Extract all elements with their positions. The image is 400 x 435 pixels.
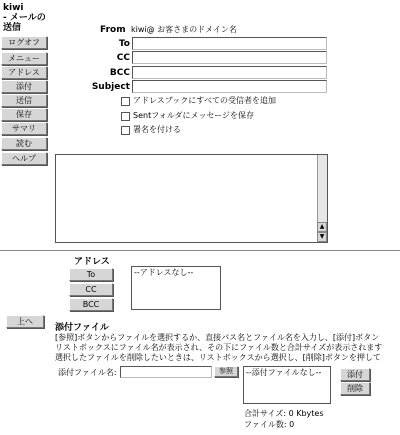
attach-listbox[interactable]: --添付ファイルなし--	[243, 366, 331, 404]
help-button[interactable]: ヘルプ	[1, 152, 47, 165]
address-cc-button[interactable]: CC	[69, 283, 113, 296]
signature-checkbox[interactable]	[121, 126, 130, 135]
to-input[interactable]	[132, 37, 327, 50]
menu-button[interactable]: メニュー	[1, 52, 47, 65]
summary-button[interactable]: サマリ	[1, 122, 47, 135]
send-button[interactable]: 送信	[1, 94, 47, 107]
attach-desc-3: 選択したファイルを削除したいときは、リストボックスから選択し、[削除]ボタンを押して	[55, 353, 381, 362]
attach-desc-1: [参照]ボタンからファイルを選択するか、直接パス名とファイル名を入力し、[添付]ボタン	[55, 333, 380, 342]
bcc-input[interactable]	[132, 66, 327, 79]
total-size: 合計サイズ: 0 Kbytes	[244, 409, 324, 418]
attach-file-label: 添付ファイル名:	[58, 368, 117, 377]
from-label: From	[100, 25, 126, 35]
scroll-down-icon[interactable]: ▼	[317, 232, 327, 242]
address-bcc-button[interactable]: BCC	[69, 298, 113, 311]
attach-button[interactable]: 添付	[340, 368, 370, 381]
address-button[interactable]: アドレス	[1, 66, 47, 79]
save-sent-label: Sentフォルダにメッセージを保存	[133, 111, 255, 120]
logoff-button[interactable]: ログオフ	[1, 36, 47, 49]
bcc-label: BCC	[109, 68, 130, 78]
save-sent-checkbox[interactable]	[121, 112, 130, 121]
cc-input[interactable]	[132, 51, 327, 64]
scroll-up-icon[interactable]: ▲	[317, 222, 327, 232]
subject-label: Subject	[91, 82, 130, 92]
subject-input[interactable]	[132, 80, 327, 93]
address-section-title: アドレス	[74, 257, 110, 267]
message-body[interactable]	[55, 154, 328, 243]
browse-button[interactable]: 参照	[214, 366, 238, 377]
save-button[interactable]: 保存	[1, 108, 47, 121]
add-to-addressbook-checkbox[interactable]	[121, 97, 130, 106]
attach-file-input[interactable]	[120, 366, 212, 378]
address-listbox[interactable]: --アドレスなし--	[131, 266, 221, 310]
from-value: kiwi@ お客さまのドメイン名	[131, 25, 237, 34]
attach-desc-2: リストボックスにファイル名が表示され、その下にファイル数と合計サイズが表示されます	[55, 343, 383, 352]
divider	[0, 250, 400, 252]
attach-nav-button[interactable]: 添付	[1, 80, 47, 93]
file-count: ファイル数: 0	[244, 420, 295, 429]
signature-label: 署名を付ける	[133, 125, 181, 134]
delete-button[interactable]: 削除	[340, 382, 370, 395]
cc-label: CC	[116, 53, 130, 63]
up-button[interactable]: 上へ	[6, 315, 44, 328]
to-label: To	[118, 39, 130, 49]
add-to-addressbook-label: アドレスブックにすべての受信者を追加	[133, 96, 277, 105]
app-title: kiwi - メールの 送信	[3, 3, 46, 33]
attach-section-title: 添付ファイル	[55, 323, 109, 333]
address-to-button[interactable]: To	[69, 268, 113, 281]
read-button[interactable]: 読む	[1, 137, 47, 150]
